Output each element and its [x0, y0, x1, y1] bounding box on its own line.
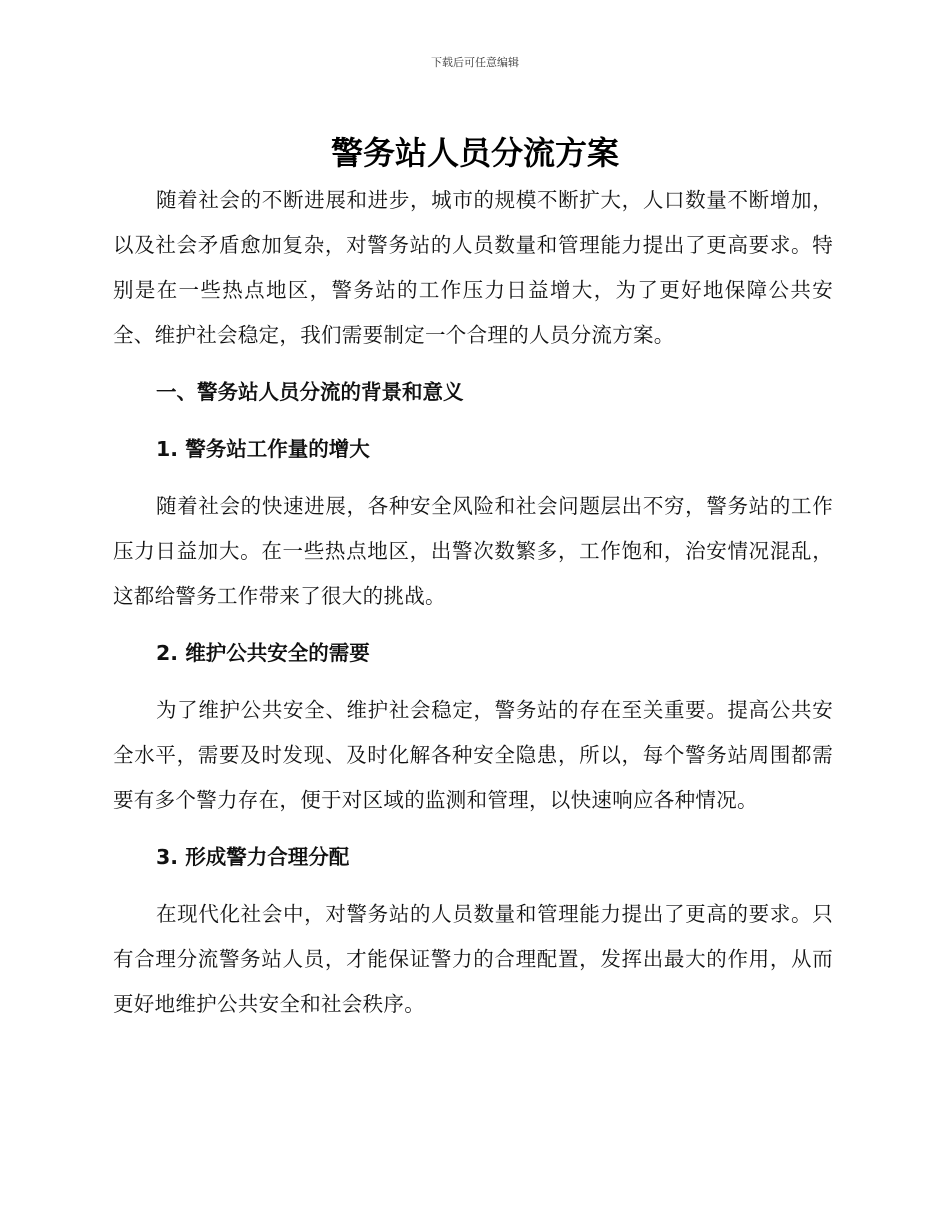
subsection-body-3: 在现代化社会中，对警务站的人员数量和管理能力提出了更高的要求。只有合理分流警务站人员，才能保证警力的合理配置，发挥出最大的作用，从而更好地维护公共安全和社会秩序。 [113, 902, 833, 1016]
subsection-body-1: 随着社会的快速进展，各种安全风险和社会问题层出不穷，警务站的工作压力日益加大。在一些热点地区，出警次数繁多，工作饱和，治安情况混乱，这都给警务工作带来了很大的挑战。 [113, 494, 833, 608]
subsection-body-2: 为了维护公共安全、维护社会稳定，警务站的存在至关重要。提高公共安全水平，需要及时发现、及时化解各种安全隐患，所以，每个警务站周围都需要有多个警力存在，便于对区域的监测和管理，以快速响应各种情况。 [113, 698, 833, 812]
section-heading: 一、警务站人员分流的背景和意义 [156, 380, 464, 404]
subsection-heading-2: 2. 维护公共安全的需要 [156, 641, 370, 665]
document-title: 警务站人员分流方案 [330, 134, 619, 172]
header-note: 下载后可任意编辑 [431, 56, 519, 69]
subsection-heading-1: 1. 警务站工作量的增大 [156, 437, 370, 461]
document-body [113, 178, 833, 1027]
subsection-heading-3: 3. 形成警力合理分配 [156, 845, 350, 869]
intro-paragraph: 随着社会的不断进展和进步，城市的规模不断扩大，人口数量不断增加，以及社会矛盾愈加复杂，对警务站的人员数量和管理能力提出了更高要求。特别是在一些热点地区，警务站的工作压力日益增大，为了更好地保障公共安全、维护社会稳定，我们需要制定一个合理的人员分流方案。 [113, 188, 833, 347]
